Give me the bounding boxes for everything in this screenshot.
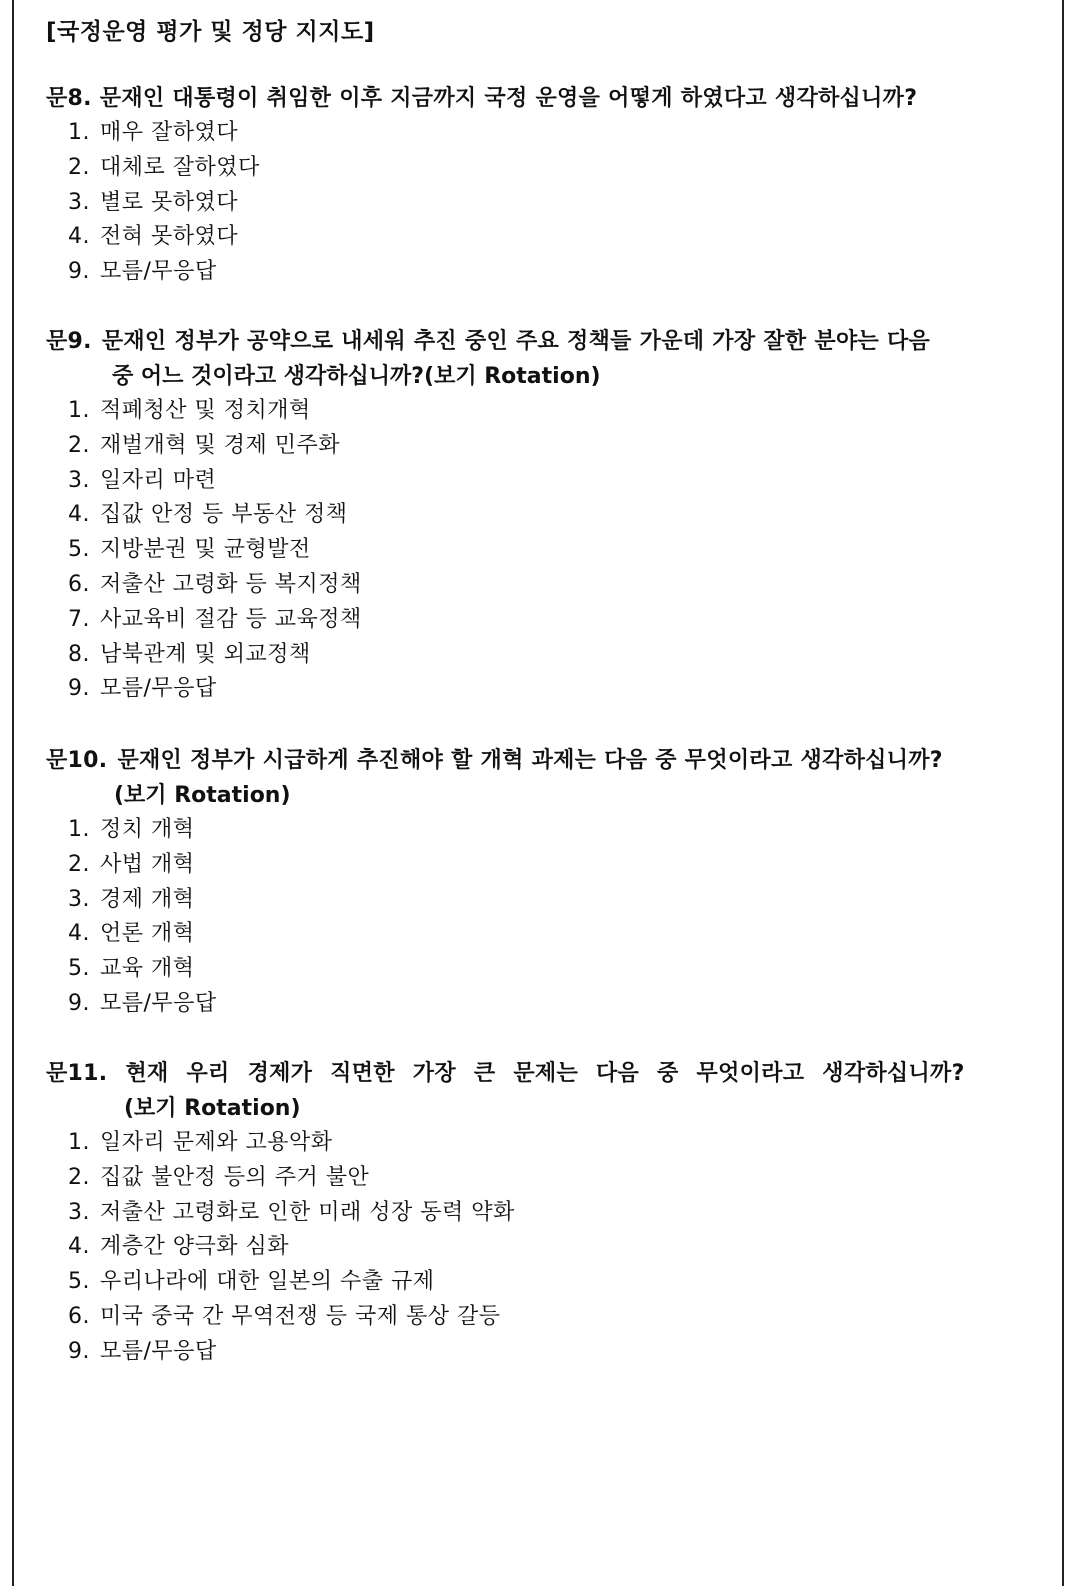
option-label: 대체로 잘하였다 <box>100 154 260 180</box>
option-label: 미국 중국 간 무역전쟁 등 국제 통상 갈등 <box>100 1303 501 1329</box>
option-number: 4. <box>68 502 90 528</box>
option-number: 9. <box>68 676 90 702</box>
option-label: 사법 개혁 <box>100 851 195 877</box>
option-item <box>68 848 1030 883</box>
option-number: 8. <box>68 641 90 667</box>
option-label: 집값 불안정 등의 주거 불안 <box>100 1164 370 1190</box>
option-number: 2. <box>68 154 90 180</box>
option-item <box>68 813 1030 848</box>
question-text: 문재인 정부가 시급하게 추진해야 할 개혁 과제는 다음 중 무엇이라고 생각하십니까? <box>117 748 943 773</box>
question-text: 문재인 정부가 공약으로 내세워 추진 중인 주요 정책들 가운데 가장 잘한 분야는 다음 <box>101 329 931 354</box>
option-number: 1. <box>68 398 90 423</box>
option-number: 4. <box>68 224 90 250</box>
question-8 <box>46 81 1030 290</box>
option-label: 우리나라에 대한 일본의 수출 규제 <box>100 1269 435 1295</box>
option-item <box>68 116 1030 151</box>
option-item <box>68 952 1030 987</box>
question-9-text <box>46 324 1030 359</box>
question-8-text <box>46 81 1030 116</box>
option-item <box>68 638 1030 673</box>
option-item <box>68 1161 1030 1196</box>
option-item <box>68 1300 1030 1335</box>
question-9-text-cont: 중 어느 것이라고 생각하십니까?(보기 Rotation) <box>112 364 601 389</box>
option-number: 2. <box>68 851 90 877</box>
option-label: 사교육비 절감 등 교육정책 <box>100 606 362 632</box>
option-number: 1. <box>68 1130 90 1155</box>
option-item <box>68 568 1030 603</box>
option-number: 2. <box>68 432 90 458</box>
option-label: 저출산 고령화 등 복지정책 <box>100 571 362 597</box>
question-number: 문8. <box>46 86 92 111</box>
option-number: 1. <box>68 120 90 145</box>
option-label: 매우 잘하였다 <box>100 120 239 145</box>
option-number: 3. <box>68 189 90 215</box>
option-label: 별로 못하였다 <box>100 189 239 215</box>
question-11-options <box>46 1126 1030 1370</box>
option-number: 4. <box>68 1234 90 1260</box>
option-label: 일자리 문제와 고용악화 <box>100 1130 333 1155</box>
option-number: 1. <box>68 817 90 842</box>
option-item <box>68 1196 1030 1231</box>
option-item <box>68 1265 1030 1300</box>
option-label: 모름/무응답 <box>100 990 217 1016</box>
question-8-options <box>46 116 1030 290</box>
option-item <box>68 498 1030 533</box>
option-number: 5. <box>68 956 90 982</box>
option-label: 지방분권 및 균형발전 <box>100 537 311 563</box>
question-10-options <box>46 813 1030 1022</box>
option-label: 저출산 고령화로 인한 미래 성장 동력 약화 <box>100 1199 515 1225</box>
option-item <box>68 883 1030 918</box>
question-number: 문10. <box>46 748 108 773</box>
question-9 <box>46 324 1030 707</box>
question-11 <box>46 1056 1030 1370</box>
option-item <box>68 1230 1030 1265</box>
option-number: 7. <box>68 606 90 632</box>
section-title: [국정운영 평가 및 정당 지지도] <box>46 19 375 45</box>
option-label: 정치 개혁 <box>100 817 195 842</box>
option-label: 계층간 양극화 심화 <box>100 1234 290 1260</box>
option-number: 6. <box>68 571 90 597</box>
option-item <box>68 533 1030 568</box>
option-label: 모름/무응답 <box>100 676 217 702</box>
option-item <box>68 1335 1030 1370</box>
option-label: 집값 안정 등 부동산 정책 <box>100 502 348 528</box>
option-label: 모름/무응답 <box>100 1338 217 1364</box>
option-number: 3. <box>68 1199 90 1225</box>
option-item <box>68 917 1030 952</box>
option-number: 9. <box>68 1338 90 1364</box>
option-number: 6. <box>68 1303 90 1329</box>
option-number: 5. <box>68 537 90 563</box>
option-label: 경제 개혁 <box>100 886 195 912</box>
option-item <box>68 672 1030 707</box>
question-10 <box>46 743 1030 1022</box>
option-item <box>68 464 1030 499</box>
question-10-text <box>46 743 1030 778</box>
question-11-text <box>46 1056 1030 1091</box>
option-number: 3. <box>68 886 90 912</box>
option-number: 3. <box>68 467 90 493</box>
option-item <box>68 186 1030 221</box>
question-text: 문재인 대통령이 취임한 이후 지금까지 국정 운영을 어떻게 하였다고 생각하십니까? <box>99 86 918 111</box>
option-label: 모름/무응답 <box>100 259 217 285</box>
option-item <box>68 429 1030 464</box>
option-item <box>68 220 1030 255</box>
option-item <box>68 1126 1030 1161</box>
option-item <box>68 394 1030 429</box>
option-label: 적폐청산 및 정치개혁 <box>100 398 311 423</box>
option-label: 언론 개혁 <box>100 921 195 947</box>
option-item <box>68 987 1030 1022</box>
option-item <box>68 151 1030 186</box>
option-number: 9. <box>68 990 90 1016</box>
option-number: 9. <box>68 259 90 285</box>
option-label: 일자리 마련 <box>100 467 217 493</box>
question-10-text-cont: (보기 Rotation) <box>114 783 291 808</box>
question-text: 현재 우리 경제가 직면한 가장 큰 문제는 다음 중 무엇이라고 생각하십니까? <box>125 1061 965 1086</box>
question-number: 문9. <box>46 329 92 354</box>
option-number: 4. <box>68 921 90 947</box>
question-11-text-cont: (보기 Rotation) <box>124 1096 301 1121</box>
question-9-options <box>46 394 1030 707</box>
option-item <box>68 255 1030 290</box>
option-label: 교육 개혁 <box>100 956 195 982</box>
option-number: 5. <box>68 1269 90 1295</box>
option-number: 2. <box>68 1164 90 1190</box>
option-label: 남북관계 및 외교정책 <box>100 641 311 667</box>
question-number: 문11. <box>46 1061 108 1086</box>
option-label: 재벌개혁 및 경제 민주화 <box>100 432 341 458</box>
option-label: 전혀 못하였다 <box>100 224 239 250</box>
option-item <box>68 603 1030 638</box>
